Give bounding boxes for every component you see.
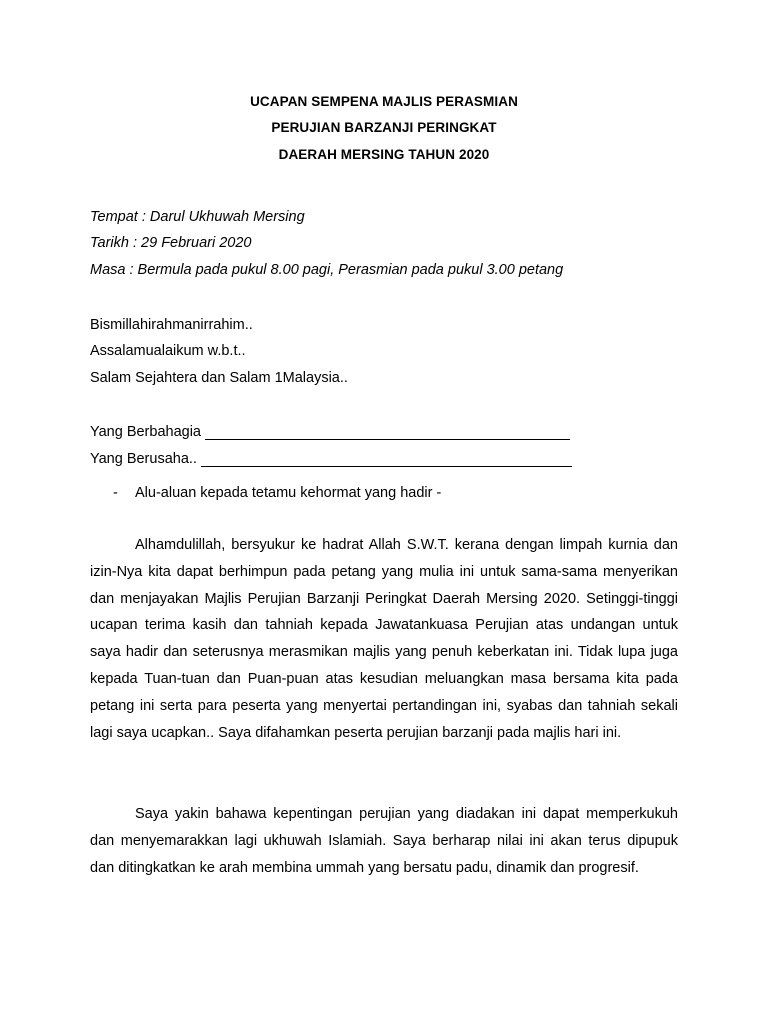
heading-line-3: DAERAH MERSING TAHUN 2020: [278, 147, 490, 162]
address-label-berusaha: Yang Berusaha..: [90, 451, 197, 467]
bullet-dash: -: [113, 485, 118, 501]
body-paragraph-2: Saya yakin bahawa kepentingan perujian yang diadakan ini dapat memperkukuh dan menyemarakkan lagi ukhuwah Islamiah. Saya berharap nilai ini akan terus dipupuk dan ditingkatkan ke arah membina ummah yang bersatu padu, dinamik dan progresif.: [90, 806, 678, 876]
body-paragraph-1: Alhamdulillah, bersyukur ke hadrat Allah S.W.T. kerana dengan limpah kurnia dan izin-Nya kita dapat berhimpun pada petang yang mulia ini untuk sama-sama menyerikan dan menjayakan Majlis Perujian Barzanji Peringkat Daerah Mersing 2020. Setinggi-tinggi ucapan terima kasih dan tahniah kepada Jawatankuasa Perujian atas undangan untuk saya hadir dan seterusnya merasmikan majlis yang penuh keberkatan ini. Tidak lupa juga kepada Tuan-tuan dan Puan-puan atas kesudian meluangkan masa bersama kita pada petang ini serta para peserta yang menyertai pertandingan ini, syabas dan tahniah sekali lagi saya ucapkan.. Saya difahamkan peserta perujian barzanji pada majlis hari ini.: [90, 537, 678, 741]
salutation-assalamualaikum: Assalamualaikum w.b.t..: [90, 343, 246, 359]
fill-in-blank-line: [201, 452, 572, 467]
heading-line-2: PERUJIAN BARZANJI PERINGKAT: [271, 120, 497, 135]
salutation-bismillah: Bismillahirahmanirrahim..: [90, 317, 253, 333]
event-venue: Tempat : Darul Ukhuwah Mersing: [90, 209, 305, 225]
event-time: Masa : Bermula pada pukul 8.00 pagi, Perasmian pada pukul 3.00 petang: [90, 262, 564, 278]
salutation-salam-sejahtera: Salam Sejahtera dan Salam 1Malaysia..: [90, 370, 348, 386]
fill-in-blank-line: [205, 425, 570, 440]
heading-line-1: UCAPAN SEMPENA MAJLIS PERASMIAN: [250, 94, 518, 109]
address-line-berbahagia: [90, 424, 570, 440]
address-label-berbahagia: Yang Berbahagia: [90, 424, 201, 440]
bullet-text: Alu-aluan kepada tetamu kehormat yang hadir -: [135, 485, 442, 501]
event-date: Tarikh : 29 Februari 2020: [90, 235, 252, 251]
welcome-bullet: [113, 485, 441, 501]
address-line-berusaha: [90, 451, 572, 467]
